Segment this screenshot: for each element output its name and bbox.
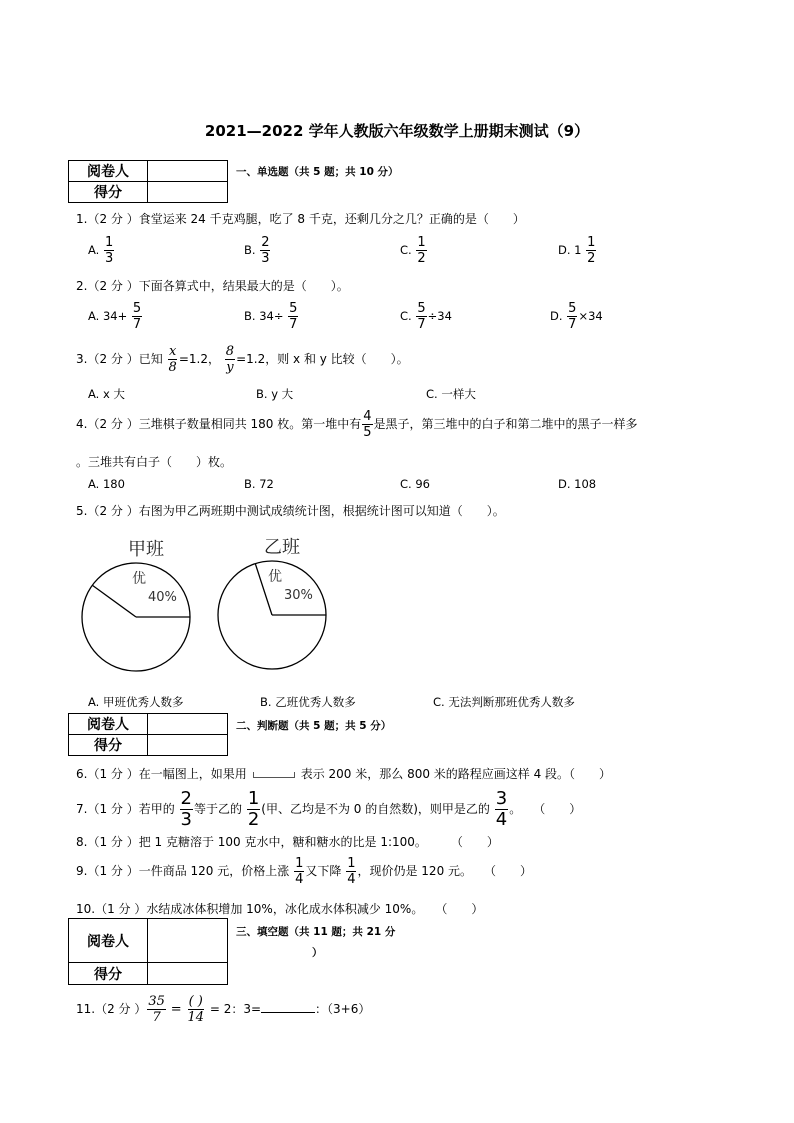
option-label: A. 34+: [88, 309, 128, 323]
score-label: 得分: [69, 182, 148, 203]
fraction-denominator: 2: [417, 251, 426, 266]
question-stem: [76, 790, 581, 829]
option-b[interactable]: [244, 236, 271, 265]
fraction-numerator: 5: [289, 301, 298, 316]
fraction-denominator: 7: [417, 317, 426, 332]
pie-title: 乙班: [264, 537, 300, 558]
fraction-numerator: 5: [417, 301, 426, 316]
pie-slice-label: 优: [268, 569, 282, 585]
equals-sign: =: [170, 1002, 182, 1017]
option-a[interactable]: [88, 302, 143, 331]
option-suffix: ×34: [578, 309, 603, 323]
score-cell[interactable]: [148, 735, 228, 756]
score-cell[interactable]: [148, 182, 228, 203]
stem-text: 7.（1 分 ）若甲的: [76, 802, 175, 816]
fraction-numerator: 1: [417, 235, 426, 250]
option-a[interactable]: A. 180: [88, 477, 125, 491]
score-label: 得分: [69, 963, 148, 985]
fraction-numerator: 35: [148, 994, 165, 1009]
answer-blank[interactable]: [261, 1000, 315, 1013]
grader-box: [68, 713, 228, 756]
stem-text: (甲、乙均是不为 0 的自然数)，则甲是乙的: [261, 802, 490, 816]
fraction-denominator: 3: [104, 251, 114, 266]
question-stem: [76, 857, 532, 886]
question-stem: [76, 765, 611, 782]
stem-text: 又下降: [305, 864, 342, 878]
section-title: 二、判断题（共 5 题；共 5 分）: [236, 720, 392, 732]
option-label: C.: [400, 243, 412, 257]
fraction-numerator: 1: [247, 788, 260, 809]
score-label: 得分: [69, 735, 148, 756]
fraction-numerator: 4: [363, 409, 372, 424]
pie-slice-value: 40%: [148, 590, 177, 605]
grader-box: [68, 160, 228, 203]
question-stem: 1.（2 分 ）食堂运来 24 千克鸡腿，吃了 8 千克，还剩几分之几？正确的是（ ）: [76, 212, 525, 226]
question-stem: 8.（1 分 ）把 1 克糖溶于 100 克水中，糖和糖水的比是 1:100。 （ ）: [76, 835, 499, 849]
section-title: 三、填空题（共 11 题；共 21 分: [236, 926, 396, 938]
reviewer-cell[interactable]: [148, 714, 228, 735]
grader-box: [68, 918, 228, 985]
fraction-denominator: 4: [295, 872, 304, 887]
option-label: C.: [400, 309, 412, 323]
fraction-denominator: 4: [495, 809, 508, 830]
fraction-denominator: 7: [152, 1010, 161, 1025]
question-stem: [76, 410, 638, 439]
stem-text: 。 （ ）: [509, 802, 582, 816]
fraction-numerator: 8: [225, 344, 235, 359]
stem-text: 表示 200 米，那么 800 米的路程应画这样 4 段。（ ）: [300, 767, 612, 781]
question-stem: [76, 995, 370, 1024]
option-b[interactable]: B. 乙班优秀人数多: [260, 695, 356, 709]
fraction-denominator: 7: [132, 317, 142, 332]
fraction-numerator: 1: [587, 235, 596, 250]
fraction-numerator: 5: [132, 301, 142, 316]
fraction-denominator: 4: [347, 872, 356, 887]
pie-slice-label: 优: [132, 571, 146, 587]
reviewer-label: 阅卷人: [69, 161, 148, 182]
section-title: 一、单选题（共 5 题；共 10 分）: [236, 166, 399, 178]
stem-text: = 2：3=: [209, 1002, 262, 1016]
option-c[interactable]: [400, 302, 452, 331]
fraction-numerator: 2: [261, 235, 270, 250]
option-a[interactable]: [88, 236, 115, 265]
fraction-numerator: 2: [180, 788, 192, 809]
pie-charts: [70, 528, 330, 678]
option-label: B.: [244, 243, 256, 257]
option-d[interactable]: D. 108: [558, 477, 597, 491]
fraction-denominator: 8: [168, 360, 177, 375]
fraction-denominator: 2: [247, 809, 260, 830]
fraction-denominator: 14: [187, 1010, 205, 1025]
stem-text: 等于乙的: [194, 802, 243, 816]
stem-text: 是黑子，第三堆中的白子和第二堆中的黑子一样多: [373, 417, 638, 431]
pie-title: 甲班: [128, 539, 164, 560]
fraction-numerator: 1: [295, 856, 304, 871]
option-label: D.: [550, 309, 563, 323]
fraction-denominator: 3: [180, 809, 192, 830]
fraction-numerator: x: [169, 344, 177, 359]
option-label: B. 34÷: [244, 309, 284, 323]
reviewer-cell[interactable]: [148, 161, 228, 182]
question-stem: 5.（2 分 ）右图为甲乙两班期中测试成绩统计图，根据统计图可以知道（ ）。: [76, 504, 505, 518]
option-c[interactable]: [400, 236, 428, 265]
option-c[interactable]: C. 无法判断那班优秀人数多: [433, 695, 575, 709]
fraction-denominator: 7: [568, 317, 577, 332]
reviewer-cell[interactable]: [148, 919, 228, 963]
option-c[interactable]: C. 一样大: [426, 387, 476, 401]
option-a[interactable]: A. 甲班优秀人数多: [88, 695, 184, 709]
question-stem: 10.（1 分 ）水结成冰体积增加 10%，冰化成水体积减少 10%。 （ ）: [76, 902, 484, 916]
scale-segment: [253, 772, 295, 778]
stem-text: ，现价仍是 120 元。 （ ）: [357, 864, 533, 878]
option-b[interactable]: B. 72: [244, 477, 274, 491]
score-cell[interactable]: [148, 963, 228, 985]
option-a[interactable]: A. x 大: [88, 387, 125, 401]
option-b[interactable]: B. y 大: [256, 387, 294, 401]
pie-slice-value: 30%: [284, 588, 313, 603]
reviewer-label: 阅卷人: [69, 919, 148, 963]
stem-text: 3.（2 分 ）已知: [76, 352, 163, 366]
question-stem-line2: 。三堆共有白子（ ）枚。: [76, 455, 233, 469]
section-title-line2: ）: [312, 947, 323, 959]
stem-text: ：（3+6）: [315, 1002, 371, 1016]
fraction-denominator: 2: [587, 251, 596, 266]
fraction-numerator: 1: [104, 235, 114, 250]
option-label: D. 1: [558, 243, 582, 257]
fraction-numerator: 3: [495, 788, 508, 809]
stem-text: 11.（2 分 ）: [76, 1002, 147, 1016]
fraction-numerator: ( ): [188, 994, 203, 1009]
option-label: A.: [88, 243, 100, 257]
option-d[interactable]: [558, 236, 597, 265]
pie-slice-boundary: [92, 585, 136, 617]
fraction-denominator: y: [226, 360, 234, 375]
option-b[interactable]: [244, 302, 299, 331]
question-stem: 2.（2 分 ）下面各算式中，结果最大的是（ ）。: [76, 279, 349, 293]
reviewer-label: 阅卷人: [69, 714, 148, 735]
question-stem: [76, 345, 409, 374]
stem-text: 4.（2 分 ）三堆棋子数量相同共 180 枚。第一堆中有: [76, 417, 362, 431]
option-suffix: ÷34: [427, 309, 452, 323]
stem-text: =1.2，则 x 和 y 比较（ ）。: [236, 352, 409, 366]
fraction-denominator: 5: [363, 425, 372, 440]
stem-text: 9.（1 分 ）一件商品 120 元，价格上涨: [76, 864, 290, 878]
fraction-numerator: 1: [347, 856, 356, 871]
fraction-numerator: 5: [568, 301, 577, 316]
stem-text: 6.（1 分 ）在一幅图上，如果用: [76, 767, 247, 781]
fraction-denominator: 3: [261, 251, 270, 266]
option-c[interactable]: C. 96: [400, 477, 430, 491]
page-title: 2021—2022 学年人教版六年级数学上册期末测试（9）: [204, 122, 590, 140]
stem-text: =1.2，: [178, 352, 220, 366]
option-d[interactable]: [550, 302, 603, 331]
fraction-denominator: 7: [289, 317, 298, 332]
